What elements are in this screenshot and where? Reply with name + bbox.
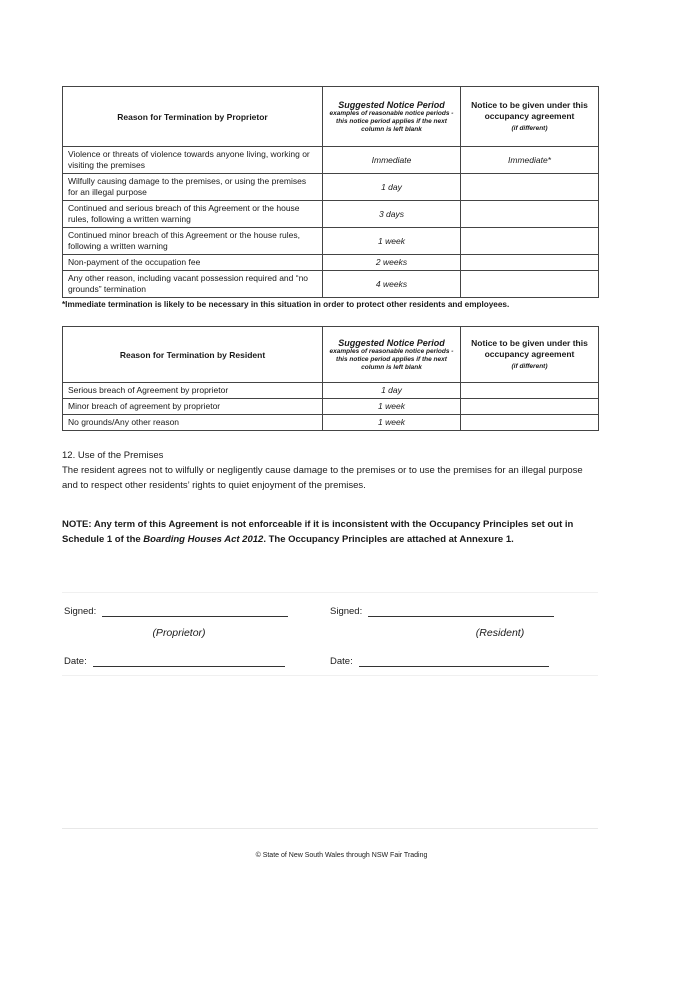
section-body: The resident agrees not to wilfully or negligently cause damage to the premises or to use the premises for an illegal purpose and to respect other residents’ rights to quiet enjoyment of the premises. <box>62 465 583 491</box>
resident-signature-line[interactable] <box>368 604 554 617</box>
column-header-reason: Reason for Termination by Proprietor <box>63 87 323 147</box>
reason-cell: Wilfully causing damage to the premises, or using the premises for an illegal purpose <box>63 174 323 201</box>
reason-cell: Continued and serious breach of this Agreement or the house rules, following a written warning <box>63 201 323 228</box>
suggested-period-cell: Immediate <box>323 147 461 174</box>
table-row <box>63 399 599 415</box>
proprietor-date-label: Date: <box>64 656 87 667</box>
suggested-period-cell: 1 week <box>323 228 461 255</box>
column-header-agreement-notice <box>461 327 599 383</box>
column-header-reason: Reason for Termination by Resident <box>63 327 323 383</box>
suggested-period-cell: 1 week <box>323 415 461 431</box>
note-act-title: Boarding Houses Act 2012 <box>143 534 264 545</box>
suggested-period-title: Suggested Notice Period <box>338 337 445 348</box>
table-row <box>63 383 599 399</box>
note-paragraph <box>62 517 598 547</box>
resident-date-label: Date: <box>330 656 353 667</box>
suggested-period-cell: 4 weeks <box>323 271 461 298</box>
suggested-period-cell: 1 week <box>323 399 461 415</box>
agreement-notice-note: (if different) <box>511 362 548 370</box>
agreement-notice-title: Notice to be given under this occupancy agreement <box>471 99 588 121</box>
table-row <box>63 255 599 271</box>
reason-cell: Serious breach of Agreement by proprietor <box>63 383 323 399</box>
reason-cell: Any other reason, including vacant possession required and “no grounds” termination <box>63 271 323 298</box>
table-row <box>63 174 599 201</box>
agreement-notice-cell[interactable] <box>461 383 599 399</box>
agreement-notice-cell[interactable]: Immediate* <box>461 147 599 174</box>
proprietor-signed-label: Signed: <box>64 606 97 617</box>
resident-termination-table <box>62 326 599 431</box>
table-row <box>63 415 599 431</box>
document-body <box>62 86 598 547</box>
note-text-start: NOTE: Any term of this Agreement is not enforceable if it is inconsistent with the Occupancy Principles set out in Schedule 1 of the <box>62 519 574 545</box>
agreement-notice-cell[interactable] <box>461 271 599 298</box>
column-header-agreement-notice <box>461 87 599 147</box>
reason-cell: No grounds/Any other reason <box>63 415 323 431</box>
suggested-period-cell: 1 day <box>323 174 461 201</box>
reason-cell: Continued minor breach of this Agreement or the house rules, following a written warning <box>63 228 323 255</box>
table-footnote: *Immediate termination is likely to be necessary in this situation in order to protect other residents and employees. <box>62 300 510 309</box>
agreement-notice-cell[interactable] <box>461 255 599 271</box>
table-row <box>63 228 599 255</box>
suggested-period-note: examples of reasonable notice periods - this notice period applies if the next column is left blank <box>329 109 454 133</box>
resident-signed-label: Signed: <box>330 606 363 617</box>
table-row <box>63 201 599 228</box>
reason-cell: Non-payment of the occupation fee <box>63 255 323 271</box>
agreement-notice-cell[interactable] <box>461 174 599 201</box>
proprietor-date-line[interactable] <box>93 654 285 667</box>
resident-signature-column <box>330 601 670 667</box>
agreement-notice-cell[interactable] <box>461 415 599 431</box>
proprietor-signature-line[interactable] <box>102 604 288 617</box>
section-heading: 12. Use of the Premises <box>62 450 164 461</box>
resident-date-line[interactable] <box>359 654 549 667</box>
resident-role-label: (Resident) <box>475 627 525 639</box>
proprietor-signature-column <box>64 601 294 667</box>
proprietor-termination-table <box>62 86 599 298</box>
note-text-end: . The Occupancy Principles are attached at Annexure 1. <box>263 534 514 545</box>
agreement-notice-cell[interactable] <box>461 201 599 228</box>
table-row <box>63 147 599 174</box>
agreement-notice-title: Notice to be given under this occupancy agreement <box>471 337 588 359</box>
column-header-suggested-period <box>323 87 461 147</box>
reason-cell: Violence or threats of violence towards anyone living, working or visiting the premises <box>63 147 323 174</box>
column-header-suggested-period <box>323 327 461 383</box>
suggested-period-cell: 3 days <box>323 201 461 228</box>
reason-cell: Minor breach of agreement by proprietor <box>63 399 323 415</box>
suggested-period-note: examples of reasonable notice periods - this notice period applies if the next column is left blank <box>329 347 454 371</box>
footer-divider <box>62 828 598 829</box>
proprietor-role-label: (Proprietor) <box>152 627 206 639</box>
agreement-notice-cell[interactable] <box>461 399 599 415</box>
table-row <box>63 271 599 298</box>
suggested-period-cell: 2 weeks <box>323 255 461 271</box>
agreement-notice-note: (if different) <box>511 124 548 132</box>
signature-block <box>62 592 598 676</box>
agreement-notice-cell[interactable] <box>461 228 599 255</box>
suggested-period-cell: 1 day <box>323 383 461 399</box>
copyright-footer: © State of New South Wales through NSW Fair Trading <box>255 852 428 859</box>
suggested-period-title: Suggested Notice Period <box>338 99 445 110</box>
